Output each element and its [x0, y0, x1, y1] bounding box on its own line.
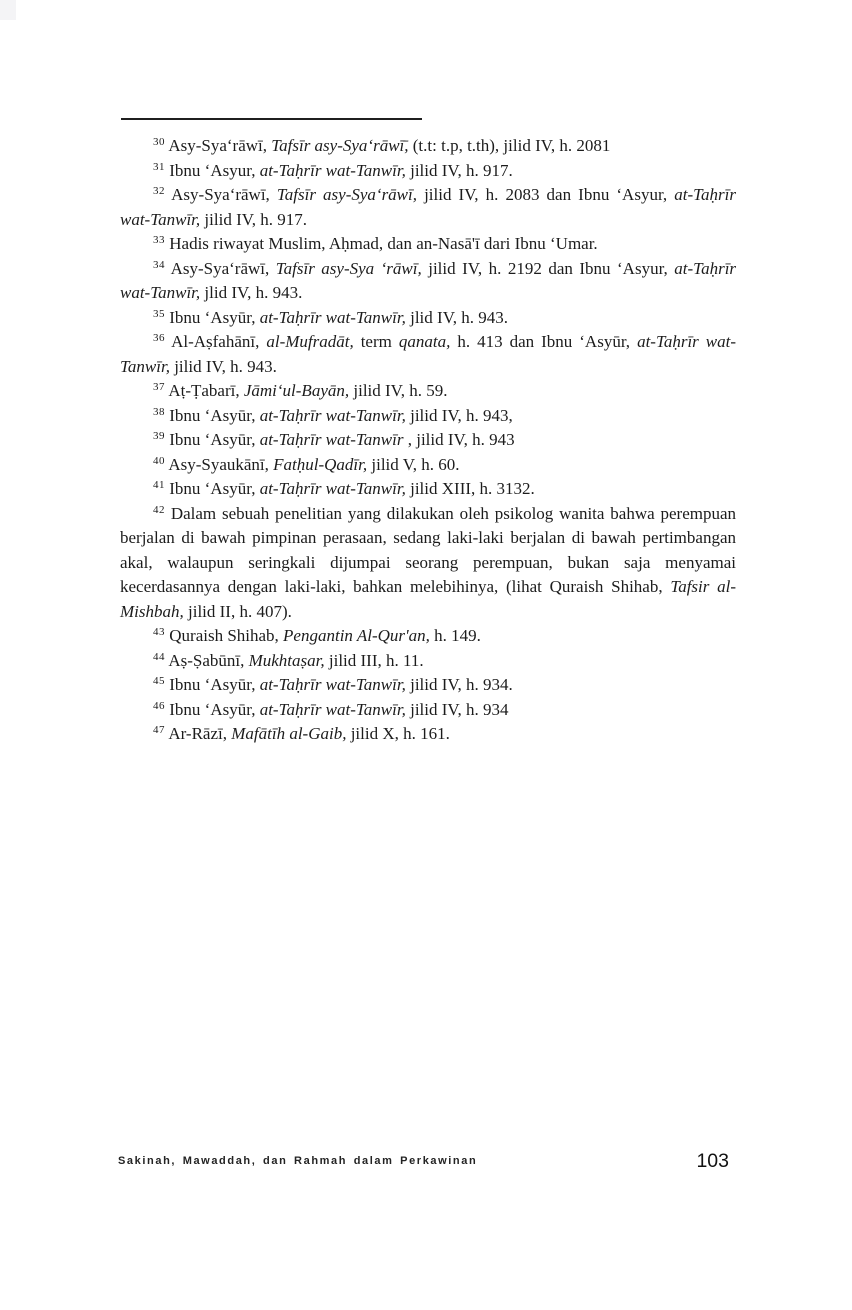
footnote-text: jilid IV, h. 943, — [405, 405, 513, 425]
footnote-number: 33 — [153, 234, 165, 246]
footnote-text: Ibnu ‘Asyūr, — [169, 430, 260, 449]
footnote-title-italic: al-Mufradāt, — [266, 332, 354, 351]
footnote-text: Hadis riwayat Muslim, Aḥmad, dan an-Nasā'ī dari Ibnu ‘Umar. — [169, 234, 598, 253]
footnote-number: 44 — [153, 650, 165, 663]
footnote-text: jlid IV, h. 943. — [405, 307, 509, 327]
footnote-text: Asy-Sya‘rāwī, — [168, 136, 272, 155]
footnote-text: (t.t: t.p, t.th), jilid IV, h. 2081 — [408, 136, 611, 155]
footnotes-block — [120, 134, 736, 747]
footnote-number: 40 — [153, 454, 165, 467]
footnote-text: h. 149. — [429, 626, 481, 645]
footnote-number: 37 — [153, 381, 165, 393]
footnote-number: 42 — [153, 503, 165, 516]
footnote-title-italic: qanata, — [398, 332, 451, 351]
footnote-title-italic: at-Taḥrīr wat-Tanwīr, — [259, 699, 406, 719]
footnote-text: Ibnu ‘Asyūr, — [169, 405, 260, 425]
footnote-35 — [120, 306, 736, 331]
footnote-text: jilid IV, h. 943. — [169, 356, 277, 376]
footnote-text: jilid IV, h. 2083 dan Ibnu ‘Asyur, — [417, 185, 675, 204]
footnote-text: Asy-Sya‘rāwī, — [170, 258, 276, 278]
footnote-47 — [120, 722, 736, 747]
footnote-number: 41 — [153, 479, 165, 491]
footnote-text: Quraish Shihab, — [169, 626, 284, 645]
footnote-text: Ibnu ‘Asyūr, — [169, 699, 260, 719]
footnote-text: h. 413 dan Ibnu ‘Asyūr, — [450, 332, 638, 351]
footnote-number: 30 — [153, 136, 165, 148]
page-number: 103 — [696, 1150, 729, 1172]
footnote-40 — [120, 453, 736, 478]
footnote-text: jlid IV, h. 943. — [200, 283, 303, 302]
footnote-text: Ibnu ‘Asyūr, — [169, 479, 260, 498]
footnote-number: 32 — [153, 185, 165, 197]
footnote-number: 36 — [153, 332, 165, 344]
footnote-45 — [120, 673, 736, 698]
footnote-text: jilid IV, h. 917. — [200, 209, 308, 229]
footnote-39 — [120, 428, 736, 453]
footnote-text: Asy-Syaukānī, — [168, 454, 274, 474]
footnote-text: Ar-Rāzī, — [168, 724, 232, 743]
footnote-text: Asy-Sya‘rāwī, — [171, 185, 277, 204]
footnote-title-italic: at-Taḥrīr wat-Tanwīr, — [259, 675, 406, 694]
footnote-title-italic: Mafātīh al-Gaib, — [231, 724, 347, 743]
footnote-text: Ibnu ‘Asyūr, — [169, 675, 260, 694]
footnote-title-italic: Tafsīr asy-Sya ‘rāwī, — [275, 258, 422, 278]
footnote-title-italic: Tafsīr asy-Sya‘rāwī̄, — [271, 136, 409, 155]
footnote-number: 35 — [153, 307, 165, 320]
footnote-43 — [120, 624, 736, 649]
footnote-text: jilid V, h. 60. — [367, 454, 460, 474]
footnote-text: jilid IV, h. 917. — [405, 160, 513, 180]
footnote-number: 46 — [153, 699, 165, 712]
footnote-text: jilid III, h. 11. — [324, 650, 424, 670]
footnote-number: 39 — [153, 430, 165, 442]
footnote-text: jilid X, h. 161. — [346, 724, 450, 743]
footnote-title-italic: Jāmi‘ul-Bayān, — [243, 381, 350, 400]
footnote-46 — [120, 698, 736, 723]
footnote-number: 31 — [153, 160, 165, 173]
footnote-title-italic: Fatḥul-Qadīr, — [273, 454, 368, 474]
footnote-text: jilid IV, h. 59. — [349, 381, 448, 400]
footnote-text: Ibnu ‘Asyūr, — [169, 307, 260, 327]
footnote-text: jilid IV, h. 2192 dan Ibnu ‘Asyur, — [421, 258, 675, 278]
footnote-number: 45 — [153, 675, 165, 687]
footnote-42 — [120, 502, 736, 625]
footnote-title-italic: at-Taḥrīr wat-Tanwīr, — [120, 258, 737, 302]
footnote-title-italic: at-Taḥrīr wat-Tanwīr, — [259, 160, 406, 180]
footnote-text: jilid IV, h. 934 — [405, 699, 509, 719]
footnote-34 — [120, 257, 736, 306]
footnote-number: 34 — [153, 258, 165, 271]
footnote-text: Al-Aṣfahānī, — [171, 332, 267, 351]
footnote-number: 43 — [153, 626, 165, 638]
footnote-number: 38 — [153, 405, 165, 418]
footnote-text: Dalam sebuah penelitian yang dilakukan oleh psikolog wanita bahwa perempuan berjalan di bawah pimpinan perasaan, sedang laki-laki berjalan di bawah pertimbangan akal, walaupun seringkali dijumpai seorang perempuan, bukan saja menyamai kecerdasannya dengan laki-laki, bahkan melebihinya, (lihat Quraish Shihab, — [120, 503, 737, 596]
footnote-title-italic: Mukhtaṣar, — [248, 650, 325, 670]
footnote-title-italic: at-Taḥrīr wat-Tanwīr, — [120, 185, 736, 229]
footnote-title-italic: at-Taḥrīr wat-Tanwīr, — [259, 307, 406, 327]
footnote-30 — [120, 134, 736, 159]
footnote-text: , jilid IV, h. 943 — [403, 430, 515, 449]
running-title: Sakinah, Mawaddah, dan Rahmah dalam Perkawinan — [118, 1155, 478, 1167]
footnote-title-italic: Tafsir al-Mishbah, — [120, 577, 736, 621]
scan-artifact — [0, 0, 16, 20]
footnote-separator-rule — [121, 118, 422, 120]
footnote-44 — [120, 649, 736, 674]
footnote-title-italic: at-Taḥrīr wat-Tanwīr, — [120, 332, 737, 376]
footnote-38 — [120, 404, 736, 429]
footnote-text: jilid II, h. 407). — [183, 601, 292, 621]
footnote-41 — [120, 477, 736, 502]
footnote-title-italic: at-Taḥrīr wat-Tanwīr, — [259, 405, 406, 425]
footnote-title-italic: Tafsīr asy-Sya‘rāwī, — [276, 185, 417, 204]
footnote-title-italic: Pengantin Al-Qur'an, — [283, 626, 430, 645]
footnote-text: Aṣ-Ṣabūnī, — [168, 650, 249, 670]
footnote-text: jilid XIII, h. 3132. — [405, 479, 535, 498]
footnote-title-italic: at-Taḥrīr wat-Tanwīr, — [259, 479, 406, 498]
footnote-title-italic: at-Taḥrīr wat-Tanwīr — [259, 430, 404, 449]
footnote-text: Ibnu ‘Asyur, — [169, 160, 260, 180]
footnote-text: term — [353, 332, 399, 351]
footnote-text: jilid IV, h. 934. — [405, 675, 513, 694]
footnote-37 — [120, 379, 736, 404]
footnote-33 — [120, 232, 736, 257]
footnote-36 — [120, 330, 736, 379]
footnote-31 — [120, 159, 736, 184]
footnote-number: 47 — [153, 724, 165, 736]
footnote-32 — [120, 183, 736, 232]
footnote-text: Aṭ-Ṭabarī, — [168, 381, 244, 400]
